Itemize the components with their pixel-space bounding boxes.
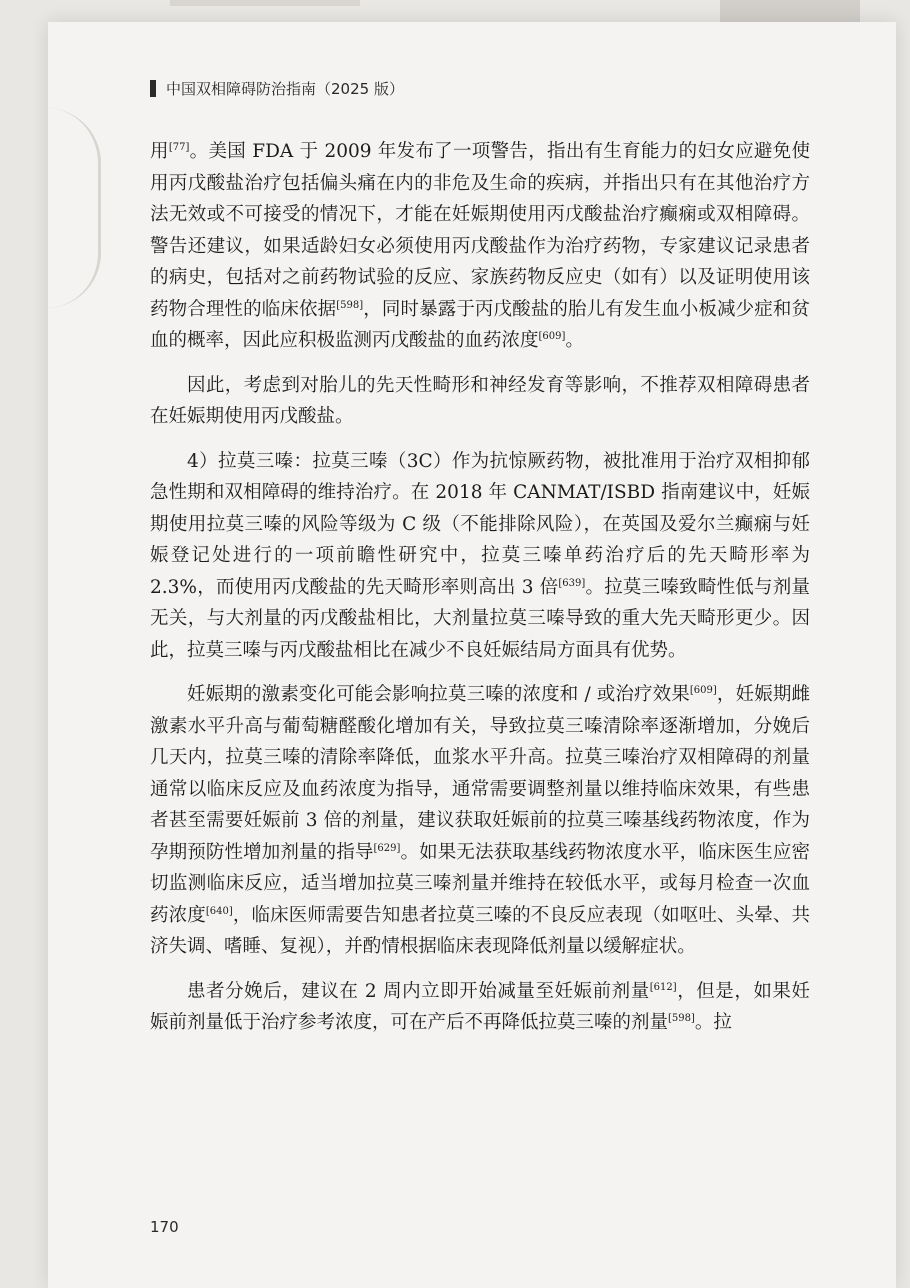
running-head-title: 中国双相障碍防治指南（2025 版）: [166, 80, 404, 98]
page-curl-shadow: [46, 108, 101, 308]
paragraph-text: ，妊娠期雌激素水平升高与葡萄糖醛酸化增加有关，导致拉莫三嗪清除率逐渐增加，分娩后几天内，拉莫三嗪的清除率降低，血浆水平升高。拉莫三嗪治疗双相障碍的剂量通常以临床反应及血药浓度为指导，通常需要调整剂量以维持临床效果，有些患者甚至需要妊娠前 3 倍的剂量，建议获取妊娠前的拉莫三嗪基线药物浓度，作为孕期预防性增加剂量的指导: [150, 684, 810, 863]
citation-ref: [639]: [558, 577, 586, 589]
page-number: 170: [150, 1218, 179, 1236]
paragraph-text: 用: [150, 141, 169, 162]
paragraph: [150, 136, 810, 357]
citation-ref: [609]: [538, 330, 566, 342]
citation-ref: [629]: [373, 842, 401, 854]
citation-ref: [612]: [649, 981, 677, 993]
paragraph-text: 4）拉莫三嗪：拉莫三嗪（3C）作为抗惊厥药物，被批准用于治疗双相抑郁急性期和双相障碍的维持治疗。在 2018 年 CANMAT/ISBD 指南建议中，妊娠期使用拉莫三嗪的风险等级为 C 级（不能排除风险），在英国及爱尔兰癫痫与妊娠登记处进行的一项前瞻性研究中，拉莫三嗪单药治疗后的先天畸形率为 2.3%，而使用丙戊酸盐的先天畸形率则高出 3 倍: [150, 450, 810, 598]
paragraph-text: ，临床医师需要告知患者拉莫三嗪的不良反应表现（如呕吐、头晕、共济失调、嗜睡、复视），并酌情根据临床表现降低剂量以缓解症状。: [150, 904, 810, 957]
running-head-marker: [150, 80, 156, 97]
paragraph-text: ，同时暴露于丙戊酸盐的胎儿有发生血小板减少症和贫血的概率，因此应积极监测丙戊酸盐的血药浓度: [150, 298, 810, 351]
paragraph-text: 患者分娩后，建议在 2 周内立即开始减量至妊娠前剂量: [187, 980, 650, 1002]
paragraph-text: 。: [565, 330, 584, 351]
paragraph-text: 。如果无法获取基线药物浓度水平，临床医生应密切监测临床反应，适当增加拉莫三嗪剂量并维持在较低水平，或每月检查一次血药浓度: [150, 841, 810, 926]
paragraph: [150, 370, 810, 433]
paragraph: [150, 976, 810, 1039]
citation-ref: [77]: [168, 141, 190, 153]
paragraph-text: 。美国 FDA 于 2009 年发布了一项警告，指出有生育能力的妇女应避免使用丙戊酸盐治疗包括偏头痛在内的非危及生命的疾病，并指出只有在其他治疗方法无效或不可接受的情况下，才能在妊娠期使用丙戊酸盐治疗癫痫或双相障碍。警告还建议，如果适龄妇女必须使用丙戊酸盐作为治疗药物，专家建议记录患者的病史，包括对之前药物试验的反应、家族药物反应史（如有）以及证明使用该药物合理性的临床依据: [150, 141, 810, 320]
citation-ref: [598]: [336, 299, 364, 311]
paragraph: [150, 446, 810, 667]
citation-ref: [640]: [205, 905, 233, 917]
paragraph-text: 妊娠期的激素变化可能会影响拉莫三嗪的浓度和 / 或治疗效果: [187, 684, 690, 705]
paragraph: [150, 679, 810, 963]
citation-ref: [598]: [668, 1012, 695, 1024]
paragraph-text: 。拉: [694, 1012, 732, 1033]
paragraph-text: ，但是，如果妊娠前剂量低于治疗参考浓度，可在产后不再降低拉莫三嗪的剂量: [150, 980, 810, 1033]
citation-ref: [609]: [689, 684, 717, 696]
paragraph-text: 因此，考虑到对胎儿的先天性畸形和神经发育等影响，不推荐双相障碍患者在妊娠期使用丙戊酸盐。: [150, 374, 810, 427]
body-text: [150, 136, 810, 1052]
paragraph-text: 。拉莫三嗪致畸性低与剂量无关，与大剂量的丙戊酸盐相比，大剂量拉莫三嗪导致的重大先天畸形更少。因此，拉莫三嗪与丙戊酸盐相比在减少不良妊娠结局方面具有优势。: [150, 576, 810, 661]
running-head: [150, 78, 404, 99]
scan-edge: [170, 0, 360, 6]
